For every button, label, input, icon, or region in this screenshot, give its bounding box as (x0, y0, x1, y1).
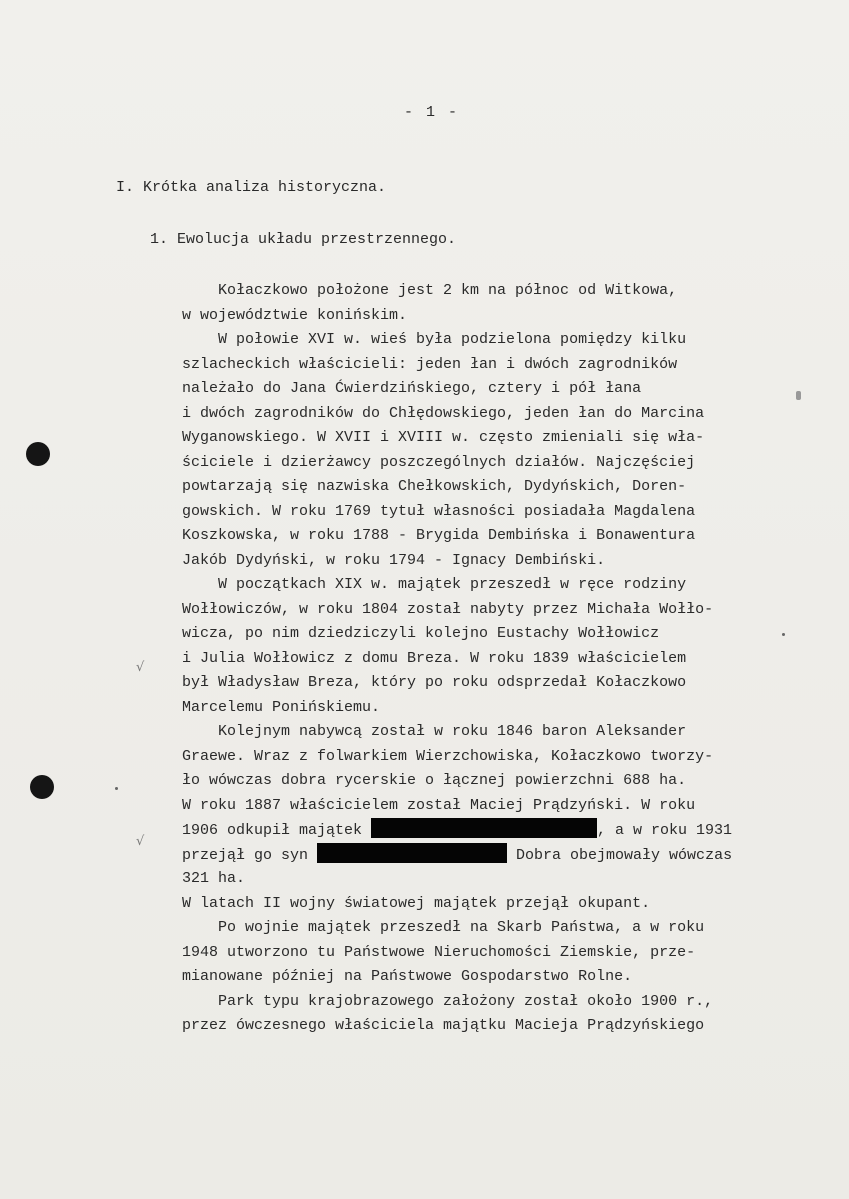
text-line: W początkach XIX w. majątek przeszedł w ręce rodziny (182, 576, 687, 593)
text-line: 1948 utworzono tu Państwowe Nieruchomości Ziemskie, prze- (182, 943, 696, 961)
text-line: ło wówczas dobra rycerskie o łącznej powierzchni 688 ha. (182, 772, 687, 789)
text-line: Park typu krajobrazowego założony został około 1900 r., (182, 992, 714, 1010)
redacted-line-2-before: przejął go syn (182, 846, 318, 864)
text-line: wicza, po nim dziedziczyli kolejno Eustachy Wołłowicz (182, 625, 660, 642)
text-line: gowskich. W roku 1769 tytuł własności posiadała Magdalena (182, 502, 696, 520)
punch-hole-top (26, 442, 50, 466)
paper-speck (115, 787, 118, 790)
paper-speck (782, 633, 785, 636)
text-line: Koszkowska, w roku 1788 - Brygida Dembińska i Bonawentura (182, 527, 696, 544)
subsection-title: 1. Ewolucja układu przestrzennego. (150, 231, 457, 248)
text-line: Graewe. Wraz z folwarkiem Wierzchowiska, Kołaczkowo tworzy- (182, 747, 714, 765)
text-line: mianowane później na Państwowe Gospodarstwo Rolne. (182, 968, 633, 985)
redacted-line-2-after: Dobra obejmowały wówczas (507, 846, 733, 864)
text-line-redacted (182, 818, 822, 843)
text-line: Wyganowskiego. W XVII i XVIII w. często zmieniali się wła- (182, 429, 705, 446)
redaction-block (371, 818, 597, 838)
body-text (182, 279, 822, 1039)
paper-speck (796, 391, 801, 400)
section-title: I. Krótka analiza historyczna. (116, 179, 387, 196)
redacted-line-1-after: , a w roku 1931 (597, 822, 733, 839)
text-line: powtarzają się nazwiska Chełkowskich, Dydyńskich, Doren- (182, 478, 687, 495)
text-line: należało do Jana Ćwierdzińskiego, cztery i pół łana (182, 380, 642, 397)
text-line: był Władysław Breza, który po roku odsprzedał Kołaczkowo (182, 674, 687, 691)
punch-hole-bottom (30, 775, 54, 799)
redacted-line-1-before: 1906 odkupił majątek (182, 822, 372, 839)
text-line: Kołaczkowo położone jest 2 km na północ od Witkowa, (182, 282, 678, 299)
text-line: Wołłowiczów, w roku 1804 został nabyty przez Michała Wołło- (182, 600, 714, 618)
text-line: szlacheckich właścicieli: jeden łan i dwóch zagrodników (182, 355, 678, 373)
text-line: 321 ha. (182, 870, 246, 887)
text-line: W połowie XVI w. wieś była podzielona pomiędzy kilku (182, 331, 687, 348)
page-number: - 1 - (403, 104, 459, 121)
text-line: w województwie konińskim. (182, 306, 408, 324)
text-line: przez ówczesnego właściciela majątku Macieja Prądzyńskiego (182, 1017, 705, 1034)
text-line: W latach II wojny światowej majątek przejął okupant. (182, 894, 651, 912)
text-line-redacted (182, 843, 822, 868)
redaction-block (317, 843, 507, 863)
text-line: i Julia Wołłowicz z domu Breza. W roku 1839 właścicielem (182, 649, 687, 667)
text-line: Marcelemu Ponińskiemu. (182, 698, 381, 716)
text-line: Kolejnym nabywcą został w roku 1846 baron Aleksander (182, 723, 687, 740)
text-line: i dwóch zagrodników do Chłędowskiego, jeden łan do Marcina (182, 404, 705, 422)
text-line: Jakób Dydyński, w roku 1794 - Ignacy Dembiński. (182, 551, 606, 569)
text-line: ściciele i dzierżawcy poszczególnych działów. Najczęściej (182, 453, 696, 471)
text-line: Po wojnie majątek przeszedł na Skarb Państwa, a w roku (182, 919, 705, 936)
margin-check-mark: √ (136, 834, 145, 849)
text-line: W roku 1887 właścicielem został Maciej Prądzyński. W roku (182, 796, 696, 814)
margin-check-mark: √ (136, 660, 145, 675)
